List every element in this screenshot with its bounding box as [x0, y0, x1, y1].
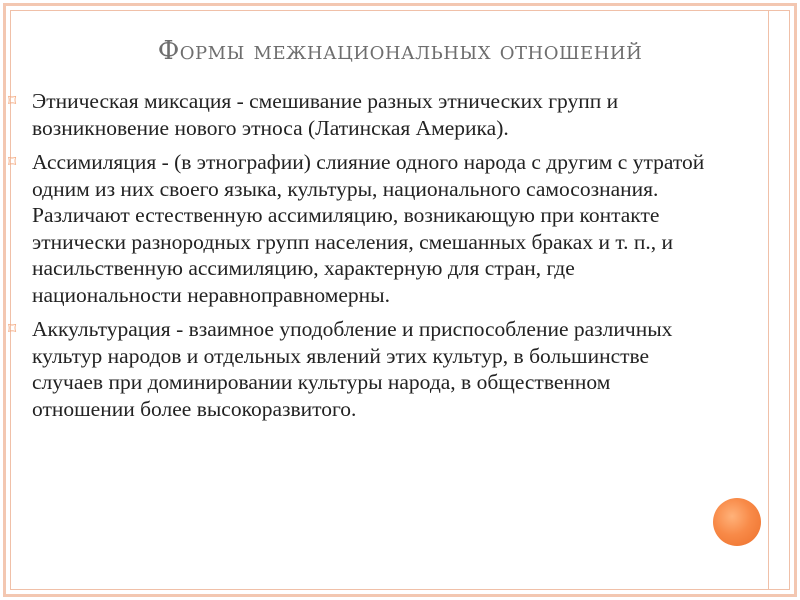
bullet-text: Ассимиляция - (в этнографии) слияние одного народа с другим с утратой одним из них своего языка, культуры, национального самосознания. Различают естественную ассимиляцию, возникающую при контакте этнически разнородных групп населения, смешанных браках и т. п., и насильственную ассимиляцию, характерную для стран, где национальности неравноправномерны.: [32, 150, 705, 307]
bullet-text: Аккультурация - взаимное уподобление и приспособление различных культур народов и отдельных явлений этих культур, в большинстве случаев при доминировании культуры народа, в общественном отношении более высокоразвитого.: [32, 317, 673, 421]
right-rule: [768, 10, 769, 590]
bullet-text: Этническая миксация - смешивание разных этнических групп и возникновение нового этноса (Латинская Америка).: [32, 89, 619, 140]
bullet-diamond-icon: ⌑: [8, 152, 17, 171]
bullet-diamond-icon: ⌑: [8, 91, 17, 110]
bullet-diamond-icon: ⌑: [8, 319, 17, 338]
bullet-item-assimilation: [8, 149, 712, 308]
orange-circle-decoration: [713, 498, 761, 546]
bullet-list: [8, 88, 712, 430]
bullet-item-acculturation: [8, 316, 712, 422]
bullet-item-mixation: [8, 88, 712, 141]
slide-title: Формы межнациональных отношений: [157, 36, 643, 66]
